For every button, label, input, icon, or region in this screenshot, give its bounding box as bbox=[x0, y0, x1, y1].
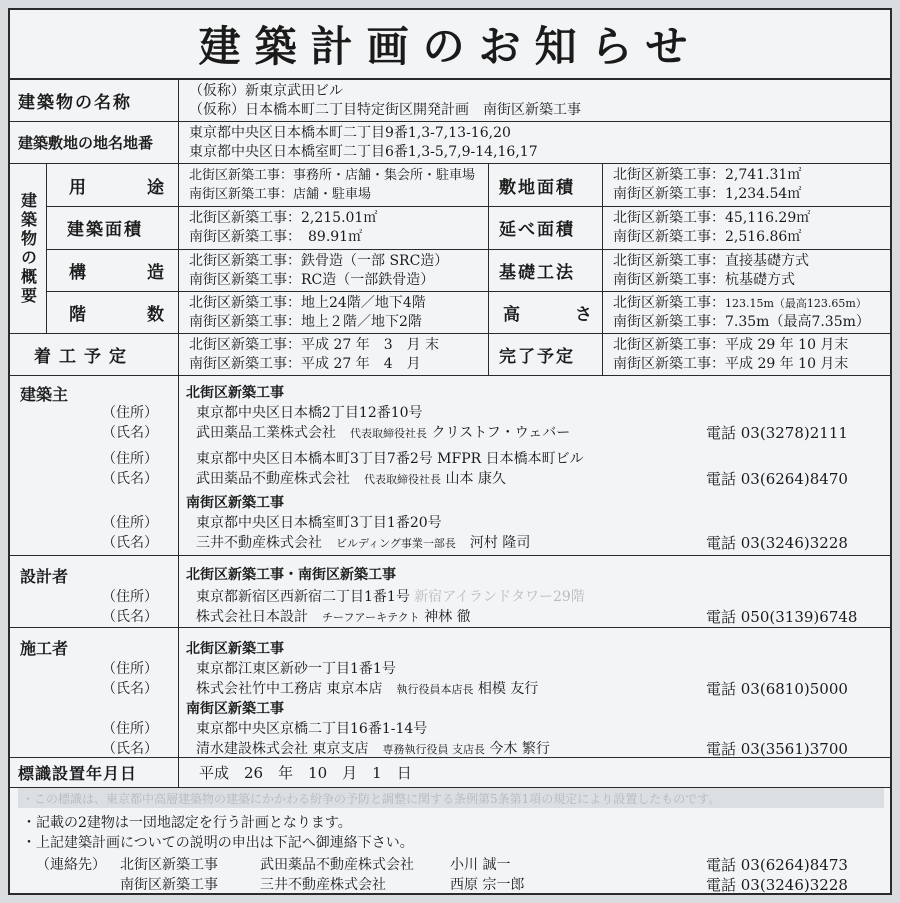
contact-2-tel: 電話 03(3246)3228 bbox=[706, 876, 848, 894]
building-name-line2: （仮称）日本橋本町二丁目特定街区開発計画 南街区新築工事 bbox=[189, 102, 581, 118]
owner-north-title: 北街区新築工事 bbox=[186, 385, 284, 401]
owner-addr-label-2: （住所） bbox=[102, 451, 158, 467]
contractor-block bbox=[10, 628, 890, 758]
contractor-s-name: 清水建設株式会社 東京支店 専務執行役員 支店長 今木 繁行 bbox=[196, 741, 550, 757]
contractor-name-label-1: （氏名） bbox=[102, 681, 158, 697]
contractor-n-addr: 東京都江東区新砂一丁目1番1号 bbox=[196, 661, 396, 677]
label-site-address: 建築敷地の地名地番 bbox=[18, 134, 154, 152]
designer-title: 北街区新築工事・南街区新築工事 bbox=[186, 567, 396, 583]
owner-addr-label-1: （住所） bbox=[102, 405, 158, 421]
row-building-name bbox=[10, 80, 890, 122]
contractor-north-title: 北街区新築工事 bbox=[186, 641, 284, 657]
designer-name: 株式会社日本設計 チーフアーキテクト 神林 徹 bbox=[196, 609, 471, 625]
contact-2-person: 西原 宗一郎 bbox=[450, 877, 525, 893]
designer-addr-label: （住所） bbox=[102, 589, 158, 605]
row-site-address bbox=[10, 122, 890, 164]
notice-board bbox=[8, 8, 892, 895]
value-height: 北街区新築工事：123.15m（最高123.65m） 南街区新築工事：7.35m（最高7.35m） bbox=[613, 295, 870, 330]
owner-south-title: 南街区新築工事 bbox=[186, 495, 284, 511]
owner-name-label-3: （氏名） bbox=[102, 535, 158, 551]
owner-block bbox=[10, 376, 890, 556]
value-floor-area: 北街区新築工事：45,116.29㎡ 南街区新築工事：2,516.86㎡ bbox=[613, 210, 811, 245]
value-complete: 北街区新築工事：平成 29 年 10 月末 南街区新築工事：平成 29 年 10 月末 bbox=[602, 334, 892, 375]
note-1: ・記載の2建物は一団地認定を行う計画となります。 bbox=[22, 815, 352, 831]
owner-e2-tel: 電話 03(6264)8470 bbox=[706, 470, 848, 488]
owner-e1-tel: 電話 03(3278)2111 bbox=[706, 424, 848, 442]
label-site-area: 敷地面積 bbox=[499, 177, 575, 198]
contractor-n-tel: 電話 03(6810)5000 bbox=[706, 680, 848, 698]
note-faded: ・この標識は、東京都中高層建築物の建築にかかわる紛争の予防と調整に関する条例第5条第1項の規定により設置したものです。 bbox=[22, 792, 721, 806]
note-2: ・上記建築計画についての説明の申出は下記へ御連絡下さい。 bbox=[22, 835, 414, 851]
label-owner: 建築主 bbox=[20, 385, 69, 404]
label-overview: 建築物の概要 bbox=[18, 191, 38, 306]
owner-e3-name: 三井不動産株式会社 ビルディング事業一部長 河村 隆司 bbox=[196, 535, 531, 551]
designer-block bbox=[10, 556, 890, 628]
value-building-area: 北街区新築工事：2,215.01㎡ 南街区新築工事： 89.91㎡ bbox=[189, 210, 378, 245]
label-floor-area: 延べ面積 bbox=[499, 220, 575, 240]
value-sign-date: 平成 26 年 10 月 1 日 bbox=[178, 758, 892, 787]
site-line1: 東京都中央区日本橋本町二丁目9番1,3-7,13-16,20 bbox=[189, 125, 511, 141]
value-building-name bbox=[178, 80, 892, 121]
label-floors: 階 数 bbox=[69, 305, 164, 325]
designer-name-label: （氏名） bbox=[102, 609, 158, 625]
label-use: 用 途 bbox=[69, 177, 164, 198]
owner-e1-addr: 東京都中央区日本橋2丁目12番10号 bbox=[196, 405, 423, 421]
label-structure: 構 造 bbox=[69, 262, 164, 283]
label-start: 着工予定 bbox=[34, 347, 134, 367]
owner-e2-name: 武田薬品不動産株式会社 代表取締役社長 山本 康久 bbox=[196, 471, 506, 487]
overview-block bbox=[10, 164, 890, 334]
building-name-line1: （仮称）新東京武田ビル bbox=[189, 83, 343, 99]
owner-addr-label-3: （住所） bbox=[102, 515, 158, 531]
contractor-addr-label-2: （住所） bbox=[102, 721, 158, 737]
owner-e2-addr: 東京都中央区日本橋本町3丁目7番2号 MFPR 日本橋本町ビル bbox=[196, 451, 584, 467]
label-height: 高 さ bbox=[503, 305, 592, 325]
row-schedule bbox=[10, 334, 890, 376]
value-start: 北街区新築工事：平成 27 年 3 月 末 南街区新築工事：平成 27 年 4 月 bbox=[178, 334, 488, 375]
label-sign-date: 標識設置年月日 bbox=[18, 764, 138, 783]
contact-label: （連絡先） bbox=[36, 857, 106, 873]
label-complete: 完了予定 bbox=[488, 334, 602, 375]
label-contractor: 施工者 bbox=[20, 639, 69, 658]
value-foundation: 北街区新築工事：直接基礎方式 南街区新築工事：杭基礎方式 bbox=[613, 253, 809, 288]
value-use: 北街区新築工事：事務所・店舗・集会所・駐車場 南街区新築工事：店舗・駐車場 bbox=[189, 168, 476, 202]
owner-e3-addr: 東京都中央区日本橋室町3丁目1番20号 bbox=[196, 515, 442, 531]
owner-name-label-2: （氏名） bbox=[102, 471, 158, 487]
designer-tel: 電話 050(3139)6748 bbox=[706, 608, 858, 626]
contractor-n-name: 株式会社竹中工務店 東京本店 執行役員本店長 相模 友行 bbox=[196, 681, 539, 697]
contact-1-tel: 電話 03(6264)8473 bbox=[706, 856, 848, 874]
contact-2-company: 三井不動産株式会社 bbox=[260, 877, 386, 893]
owner-e3-tel: 電話 03(3246)3228 bbox=[706, 534, 848, 552]
contact-2-title: 南街区新築工事 bbox=[120, 877, 218, 893]
contact-1-company: 武田薬品不動産株式会社 bbox=[260, 857, 414, 873]
row-sign-date bbox=[10, 758, 890, 788]
label-building-name: 建築物の名称 bbox=[18, 93, 132, 113]
site-line2: 東京都中央区日本橋室町二丁目6番1,3-5,7,9-14,16,17 bbox=[189, 144, 538, 160]
owner-e1-name: 武田薬品工業株式会社 代表取締役社長 クリストフ・ウェバー bbox=[196, 425, 571, 441]
label-building-area: 建築面積 bbox=[67, 220, 143, 240]
value-structure: 北街区新築工事：鉄骨造（一部 SRC造） 南街区新築工事：RC造（一部鉄骨造） bbox=[189, 253, 449, 288]
contact-1-person: 小川 誠一 bbox=[450, 857, 511, 873]
label-foundation: 基礎工法 bbox=[499, 262, 575, 283]
contractor-south-title: 南街区新築工事 bbox=[186, 701, 284, 717]
contractor-name-label-2: （氏名） bbox=[102, 741, 158, 757]
value-site-area: 北街区新築工事：2,741.31㎡ 南街区新築工事：1,234.54㎡ bbox=[613, 167, 802, 202]
label-designer: 設計者 bbox=[20, 567, 69, 586]
contact-1-title: 北街区新築工事 bbox=[120, 857, 218, 873]
contractor-s-tel: 電話 03(3561)3700 bbox=[706, 740, 848, 758]
designer-addr: 東京都新宿区西新宿二丁目1番1号 新宿アイランドタワー29階 bbox=[196, 589, 585, 605]
contractor-addr-label-1: （住所） bbox=[102, 661, 158, 677]
contractor-s-addr: 東京都中央区京橋二丁目16番1-14号 bbox=[196, 721, 428, 737]
page-title: 建築計画のお知らせ bbox=[10, 10, 890, 80]
value-site-address bbox=[178, 122, 892, 163]
owner-name-label-1: （氏名） bbox=[102, 425, 158, 441]
value-floors: 北街区新築工事：地上24階／地下4階 南街区新築工事：地上２階／地下2階 bbox=[189, 295, 426, 330]
